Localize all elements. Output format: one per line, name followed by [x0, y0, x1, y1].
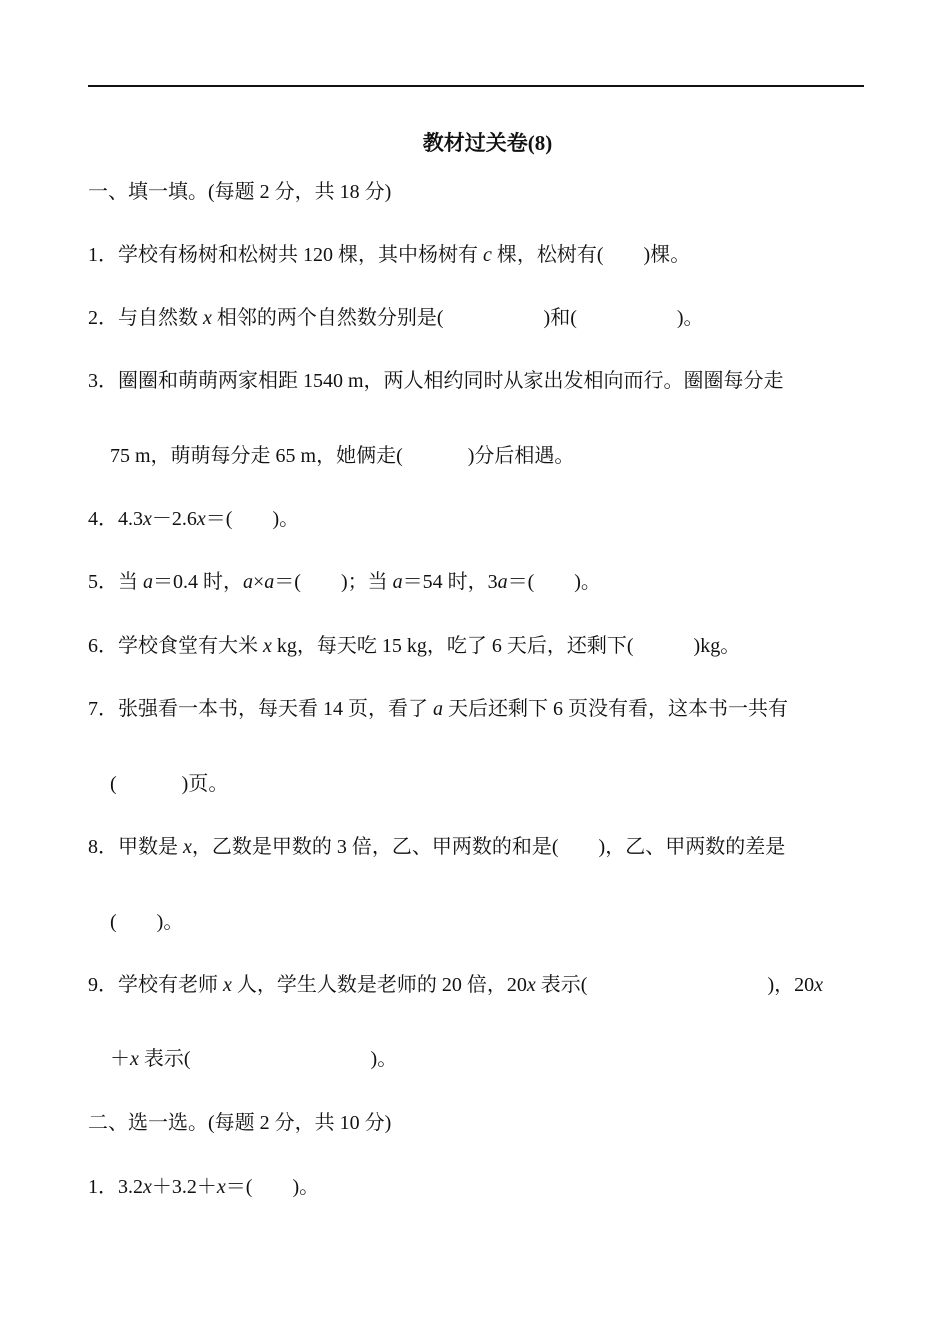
question-1-2: 2．与自然数 x 相邻的两个自然数分别是( )和( )。: [88, 307, 704, 329]
question-1-9-line-2: ＋x 表示( )。: [110, 1048, 398, 1070]
question-1-7-line-1: 7．张强看一本书，每天看 14 页，看了 a 天后还剩下 6 页没有看，这本书一共有: [88, 698, 788, 720]
question-1-1: 1．学校有杨树和松树共 120 棵，其中杨树有 c 棵，松树有( )棵。: [88, 244, 691, 266]
question-1-3-line-1: 3．圈圈和萌萌两家相距 1540 m，两人相约同时从家出发相向而行。圈圈每分走: [88, 370, 784, 392]
question-1-6: 6．学校食堂有大米 x kg，每天吃 15 kg，吃了 6 天后，还剩下( )kg。: [88, 635, 741, 657]
question-1-5: 5．当 a＝0.4 时，a×a＝( )；当 a＝54 时，3a＝( )。: [88, 571, 601, 593]
question-2-1: 1．3.2x＋3.2＋x＝( )。: [88, 1176, 320, 1198]
question-1-3-line-2: 75 m，萌萌每分走 65 m，她俩走( )分后相遇。: [110, 445, 575, 467]
page-title: 教材过关卷(8): [422, 131, 553, 155]
question-1-7-line-2: ( )页。: [110, 773, 229, 795]
question-1-4: 4．4.3x－2.6x＝( )。: [88, 508, 300, 530]
section-2-heading: 二、选一选。(每题 2 分，共 10 分): [88, 1112, 392, 1134]
question-1-8-line-2: ( )。: [110, 911, 184, 933]
header-rule: [88, 85, 864, 87]
section-1-heading: 一、填一填。(每题 2 分，共 18 分): [88, 181, 392, 203]
question-1-9-line-1: 9．学校有老师 x 人，学生人数是老师的 20 倍，20x 表示( )，20x: [88, 974, 823, 996]
question-1-8-line-1: 8．甲数是 x，乙数是甲数的 3 倍，乙、甲两数的和是( )，乙、甲两数的差是: [88, 836, 786, 858]
